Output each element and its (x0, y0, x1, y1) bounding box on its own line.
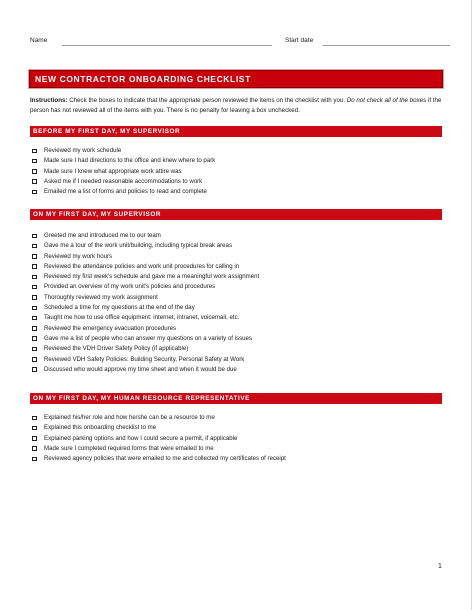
checkbox[interactable] (32, 234, 37, 239)
checklist-title-banner: NEW CONTRACTOR ONBOARDING CHECKLIST (30, 71, 442, 87)
list-item (30, 344, 442, 354)
item-label: Discussed who would approve my time sheet and when it would be due (44, 365, 237, 373)
item-label: Reviewed VDH Safety Policies: Building Security, Personal Safety at Work (44, 355, 245, 363)
list-item (30, 282, 442, 292)
item-label: Explained his/her role and how he/she can be a resource to me (44, 414, 215, 421)
item-label: Made sure I completed required forms that were emailed to me (44, 444, 214, 452)
list-item (30, 167, 442, 177)
item-label: Reviewed the VDH Driver Safety Policy (if applicable) (44, 345, 189, 353)
name-field-line[interactable] (62, 45, 272, 46)
section-header-first-day-hr-representative (30, 393, 442, 404)
section-header-first-day-supervisor (30, 209, 442, 220)
item-label: Gave me a tour of the work unit/building, including typical break areas (44, 242, 232, 250)
section-title-role: SUPERVISOR (113, 211, 162, 218)
item-label: Reviewed the attendance policies and work unit procedures for calling in (44, 262, 240, 270)
item-label: Reviewed my first week's schedule and gave me a meaningful work assignment (44, 273, 260, 281)
list-item (30, 444, 442, 454)
checkbox[interactable] (32, 285, 37, 290)
checklist-first-day-hr-representative (30, 413, 442, 464)
item-label: Emailed me a list of forms and policies to read and complete (44, 188, 207, 196)
checkbox[interactable] (32, 169, 37, 174)
instructions-paragraph (30, 96, 442, 116)
list-item (30, 272, 442, 282)
list-item (30, 293, 442, 303)
section-header-before-first-day-supervisor (30, 126, 442, 137)
list-item (30, 146, 442, 156)
list-item (30, 252, 442, 262)
start-date-label: Start date (285, 37, 314, 44)
checkbox[interactable] (32, 367, 37, 372)
checkbox[interactable] (32, 179, 37, 184)
checklist-first-day-supervisor (30, 231, 442, 375)
list-item (30, 156, 442, 166)
instructions-text-2: if the person has not reviewed all of the items with you. There is no penalty for leaving a box unchecked. (30, 97, 442, 114)
list-item (30, 262, 442, 272)
item-label: Greeted me and introduced me to our team (44, 232, 161, 239)
item-label: Reviewed my work schedule (44, 147, 122, 154)
item-label: Scheduled a time for my questions at the end of the day (44, 304, 195, 312)
start-date-field-line[interactable] (323, 45, 450, 46)
checkbox[interactable] (32, 244, 37, 249)
item-label: Made sure I knew what appropriate work attire was (44, 167, 182, 175)
section-title-role: SUPERVISOR (133, 128, 181, 135)
item-label: Taught me how to use office equipment: internet, intranet, voicemail, etc. (44, 314, 240, 322)
instructions-lead: Instructions: (30, 97, 68, 104)
checkbox[interactable] (32, 275, 37, 280)
checkbox[interactable] (32, 416, 37, 421)
checkbox[interactable] (32, 149, 37, 154)
checkbox[interactable] (32, 159, 37, 164)
item-label: Reviewed my work hours (44, 252, 113, 260)
item-label: Reviewed agency policies that were emailed to me and collected my certificates of receipt (44, 455, 286, 463)
section-title-prefix: ON MY FIRST DAY, MY (33, 395, 114, 402)
instructions-italic: Do not check all of the boxes (346, 97, 427, 104)
list-item (30, 303, 442, 313)
checkbox[interactable] (32, 264, 37, 269)
section-title-prefix: BEFORE MY FIRST DAY, MY (33, 128, 134, 135)
checkbox[interactable] (32, 190, 37, 195)
item-label: Explained this onboarding checklist to me (44, 424, 157, 432)
checkbox[interactable] (32, 436, 37, 441)
name-label: Name (30, 37, 48, 44)
list-item (30, 231, 442, 241)
instructions-text-1: Check the boxes to indicate that the appropriate person reviewed the items on the checklist with you. (67, 97, 347, 104)
item-label: Asked me if I needed reasonable accommodations to work (44, 177, 203, 185)
checkbox[interactable] (32, 295, 37, 300)
list-item (30, 313, 442, 323)
item-label: Explained parking options and how I could secure a permit, if applicable (44, 434, 238, 442)
checkbox[interactable] (32, 347, 37, 352)
checkbox[interactable] (32, 336, 37, 341)
checkbox[interactable] (32, 316, 37, 321)
item-label: Made sure I had directions to the office and knew where to park (44, 157, 216, 165)
checkbox[interactable] (32, 306, 37, 311)
list-item (30, 434, 442, 444)
item-label: Reviewed the emergency evacuation procedures (44, 324, 177, 332)
list-item (30, 334, 442, 344)
list-item (30, 177, 442, 187)
checkbox[interactable] (32, 457, 37, 462)
checklist-before-first-day-supervisor (30, 146, 442, 197)
list-item (30, 413, 442, 423)
list-item (30, 324, 442, 334)
item-label: Gave me a list of people who can answer my questions on a variety of issues (44, 334, 252, 342)
name-start-date-row (30, 37, 451, 49)
checkbox[interactable] (32, 357, 37, 362)
checkbox[interactable] (32, 446, 37, 451)
list-item (30, 454, 442, 464)
item-label: Thoroughly reviewed my work assignment (44, 293, 158, 301)
item-label: Provided an overview of my work unit's policies and procedures (44, 283, 216, 291)
checkbox[interactable] (32, 326, 37, 331)
list-item (30, 241, 442, 251)
section-title-role: HUMAN RESOURCE REPRESENTATIVE (113, 395, 250, 402)
checkbox[interactable] (32, 254, 37, 259)
list-item (30, 423, 442, 433)
section-title-prefix: ON MY FIRST DAY, MY (33, 211, 114, 218)
list-item (30, 355, 442, 365)
page-number: 1 (438, 563, 442, 570)
list-item (30, 365, 442, 375)
checkbox[interactable] (32, 426, 37, 431)
list-item (30, 187, 442, 197)
